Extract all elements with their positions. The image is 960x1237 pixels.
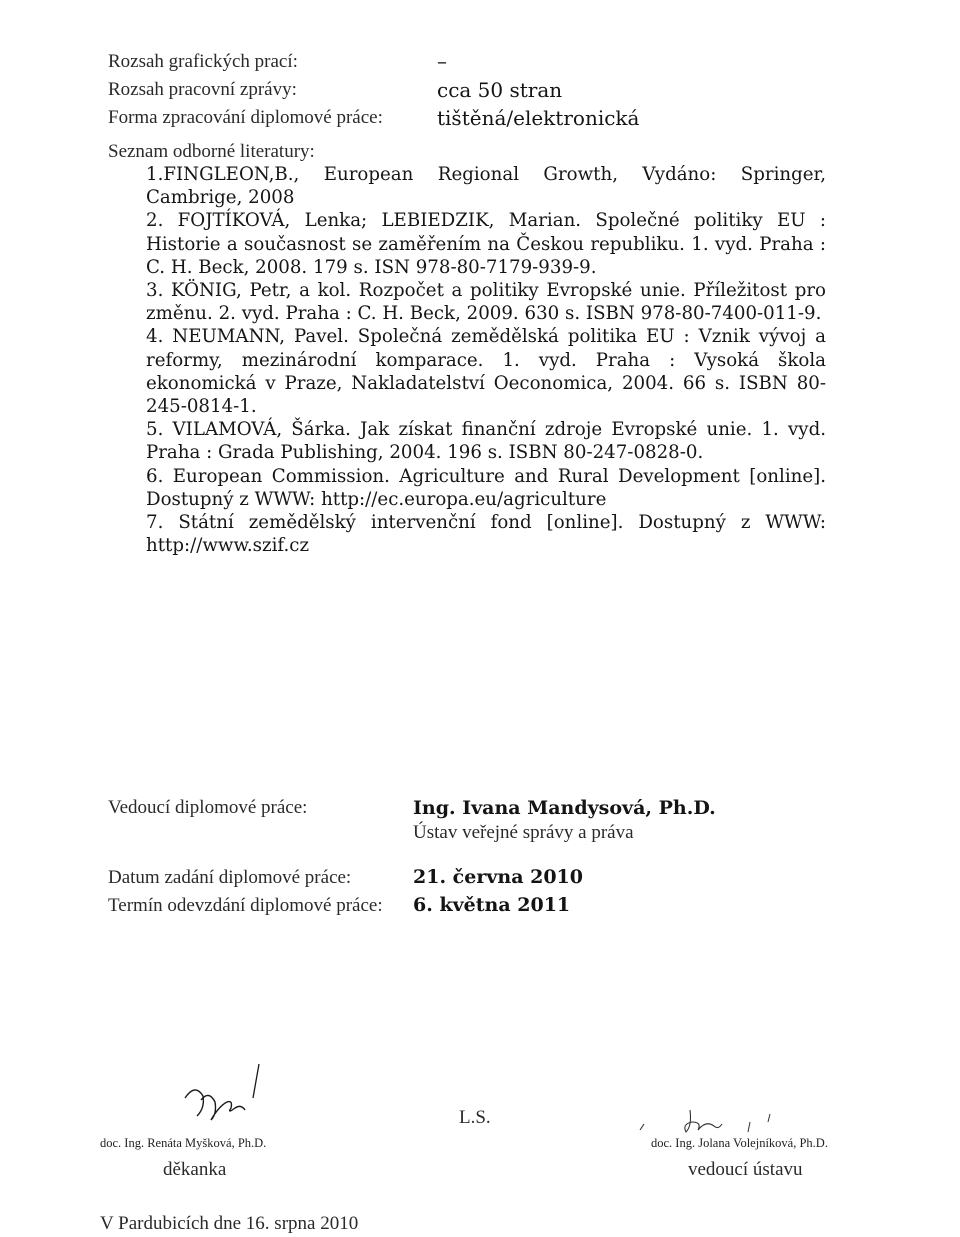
head-name: doc. Ing. Jolana Volejníková, Ph.D. [651,1136,828,1150]
reference-item: 4. NEUMANN, Pavel. Společná zemědělská politika EU : Vznik vývoj a reformy, mezinárodní komparace. 1. vyd. Praha : Vysoká škola ekonomická v Praze, Nakladatelství Oeconomica, 2004. 66 s. ISBN 80-245-0814-1. [146,326,826,418]
submission-date-label: Termín odevzdání diplomové práce: [108,895,383,916]
reference-item: 7. Státní zemědělský intervenční fond [online]. Dostupný z WWW: http://www.szif.cz [146,512,826,557]
reference-item: 6. European Commission. Agriculture and Rural Development [online]. Dostupný z WWW: http://ec.europa.eu/agriculture [146,465,826,510]
label-thesis-form: Forma zpracování diplomové práce: [108,107,383,128]
assignment-date-value: 21. června 2010 [413,866,583,888]
head-role: vedoucí ústavu [688,1159,803,1180]
supervisor-name: Ing. Ivana Mandysová, Ph.D. [413,797,716,819]
assignment-date-label: Datum zadání diplomové práce: [108,867,352,888]
label-graphic-works: Rozsah grafických prací: [108,51,298,72]
seal-placeholder: L.S. [459,1107,491,1128]
place-and-date: V Pardubicích dne 16. srpna 2010 [100,1213,359,1234]
literature-heading: Seznam odborné literatury: [108,141,315,162]
value-graphic-works: – [437,49,447,73]
reference-item: 5. VILAMOVÁ, Šárka. Jak získat finanční zdroje Evropské unie. 1. vyd. Praha : Grada Publishing, 2004. 196 s. ISBN 80-247-0828-0. [146,419,826,464]
value-report-length: cca 50 stran [437,78,563,102]
reference-item: 2. FOJTÍKOVÁ, Lenka; LEBIEDZIK, Marian. Společné politiky EU : Historie a současnost se zaměřením na Českou republiku. 1. vyd. Praha : C. H. Beck, 2008. 179 s. ISN 978-80-7179-939-9. [146,210,826,278]
reference-item: 3. KÖNIG, Petr, a kol. Rozpočet a politiky Evropské unie. Příležitost pro změnu. 2. vyd. Praha : C. H. Beck, 2009. 630 s. ISBN 978-80-7400-011-9. [146,280,826,325]
head-signature-scribble [610,1100,850,1140]
reference-list [146,163,826,557]
dean-name: doc. Ing. Renáta Myšková, Ph.D. [100,1136,267,1150]
supervisor-label: Vedoucí diplomové práce: [108,797,308,818]
dean-role: děkanka [163,1159,227,1180]
dean-signature-scribble [175,1058,275,1138]
supervisor-institute: Ústav veřejné správy a práva [413,822,634,843]
label-report-length: Rozsah pracovní zprávy: [108,79,297,100]
value-thesis-form: tištěná/elektronická [437,106,640,130]
submission-date-value: 6. května 2011 [413,894,571,916]
reference-item: 1.FINGLEON,B., European Regional Growth, Vydáno: Springer, Cambrige, 2008 [146,164,826,209]
